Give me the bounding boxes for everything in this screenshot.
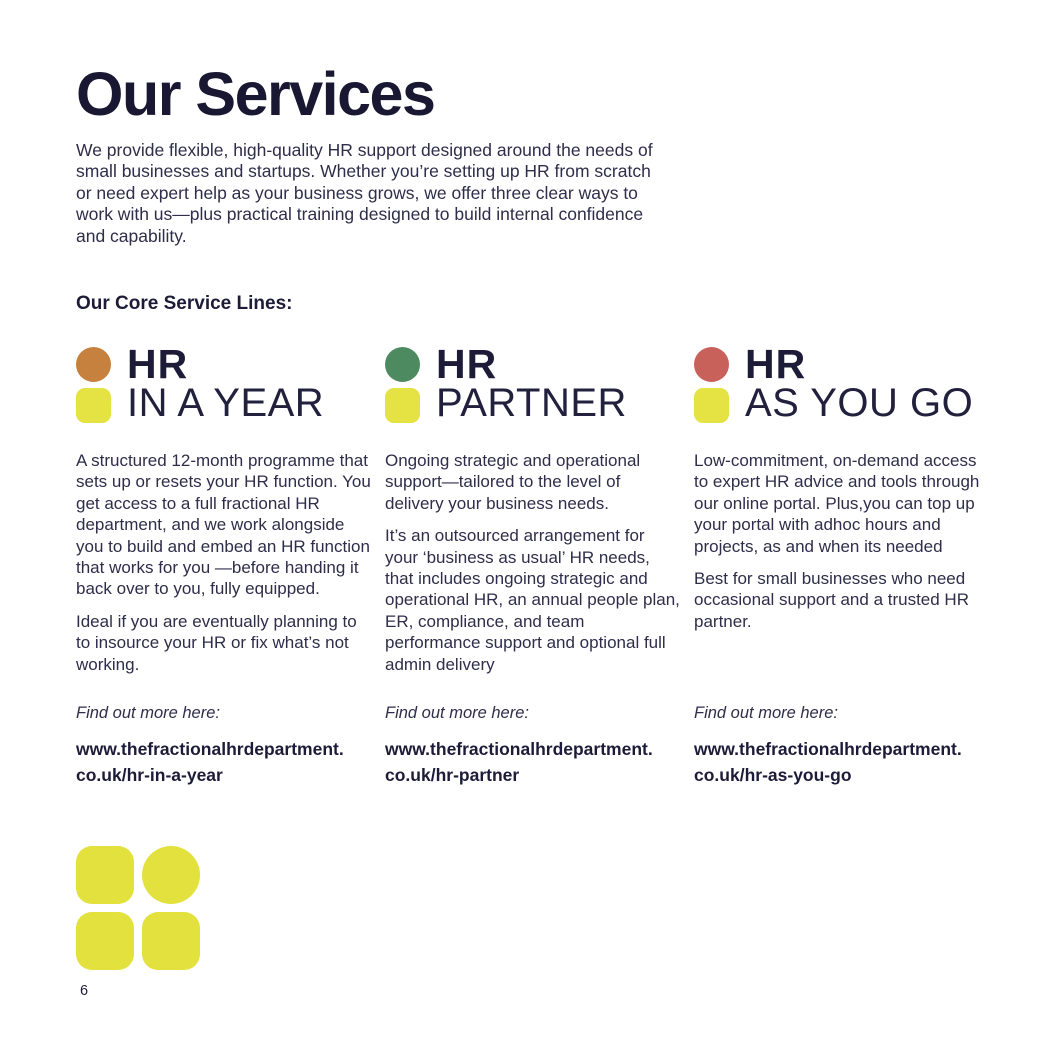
service-paragraph: Ongoing strategic and operational support—tailored to the level of delivery your business needs.: [385, 451, 641, 513]
service-mark-shapes: [76, 345, 111, 423]
service-mark-hr-as-you-go: [694, 341, 989, 426]
logo-tile-square-icon: [76, 912, 134, 970]
page-number: 6: [80, 983, 89, 999]
service-url-line1: www.thefractionalhrdepartment.: [76, 739, 344, 760]
yellow-square-icon: [76, 388, 111, 423]
service-mark-hr-in-a-year: [76, 341, 371, 426]
service-name: [127, 341, 325, 426]
service-name: [745, 341, 974, 426]
service-mark-shapes: [694, 345, 729, 423]
red-circle-icon: [694, 347, 729, 382]
findout-label: Find out more here:: [694, 704, 838, 723]
service-paragraph: Ideal if you are eventually planning to to insource your HR or fix what’s not working.: [76, 611, 357, 674]
page-title: Our Services: [76, 60, 435, 128]
orange-circle-icon: [76, 347, 111, 382]
service-paragraph: It’s an outsourced arrangement for your ‘business as usual’ HR needs, that includes ongoing strategic and operational HR, an annual people plan, ER, compliance, and team performance support and optional full admin delivery: [385, 526, 680, 674]
service-column-hr-in-a-year: [76, 341, 371, 788]
service-paragraph: A structured 12-month programme that sets up or resets your HR function. You get access to a full fractional HR department, and we work alongside you to build and embed an HR function that works for you —before handing it back over to you, fully equipped.: [76, 451, 371, 599]
yellow-square-icon: [694, 388, 729, 423]
service-description: [385, 450, 680, 704]
service-name-line1: HR: [436, 341, 498, 388]
service-name: [436, 341, 627, 426]
service-description: [76, 450, 371, 704]
brand-logo: [76, 846, 200, 970]
intro-paragraph: We provide flexible, high-quality HR support designed around the needs of small businesses and startups. Whether you’re setting up HR from scratch or need expert help as your business grows, we offer three clear ways to work with us—plus practical training designed to build internal confidence and capability.: [76, 140, 653, 246]
service-name-line1: HR: [127, 341, 189, 388]
findout-label: Find out more here:: [385, 704, 529, 723]
service-url-link[interactable]: [76, 736, 371, 788]
service-url-line1: www.thefractionalhrdepartment.: [385, 739, 653, 760]
service-description: [694, 450, 989, 704]
service-name-line2: AS YOU GO: [745, 381, 974, 426]
service-url-link[interactable]: [694, 736, 989, 788]
service-mark-shapes: [385, 345, 420, 423]
service-url-line2: co.uk/hr-partner: [385, 765, 520, 786]
service-name-line2: IN A YEAR: [127, 381, 325, 426]
service-url-link[interactable]: [385, 736, 680, 788]
service-mark-hr-partner: [385, 341, 680, 426]
service-paragraph: Low-commitment, on-demand access to expert HR advice and tools through our online portal. Plus,you can top up your portal with adhoc hours and projects, as and when its needed: [694, 451, 980, 556]
yellow-square-icon: [385, 388, 420, 423]
service-paragraph: Best for small businesses who need occasional support and a trusted HR partner.: [694, 569, 969, 631]
logo-tile-circle-icon: [142, 846, 200, 904]
service-columns: [76, 341, 1045, 788]
service-url-line2: co.uk/hr-as-you-go: [694, 765, 852, 786]
service-name-line2: PARTNER: [436, 381, 627, 426]
service-url-line1: www.thefractionalhrdepartment.: [694, 739, 962, 760]
green-circle-icon: [385, 347, 420, 382]
service-column-hr-as-you-go: [694, 341, 989, 788]
service-column-hr-partner: [385, 341, 680, 788]
logo-tile-square-icon: [76, 846, 134, 904]
service-name-line1: HR: [745, 341, 807, 388]
section-heading: Our Core Service Lines:: [76, 293, 293, 315]
logo-tile-square-icon: [142, 912, 200, 970]
service-url-line2: co.uk/hr-in-a-year: [76, 765, 223, 786]
findout-label: Find out more here:: [76, 704, 220, 723]
